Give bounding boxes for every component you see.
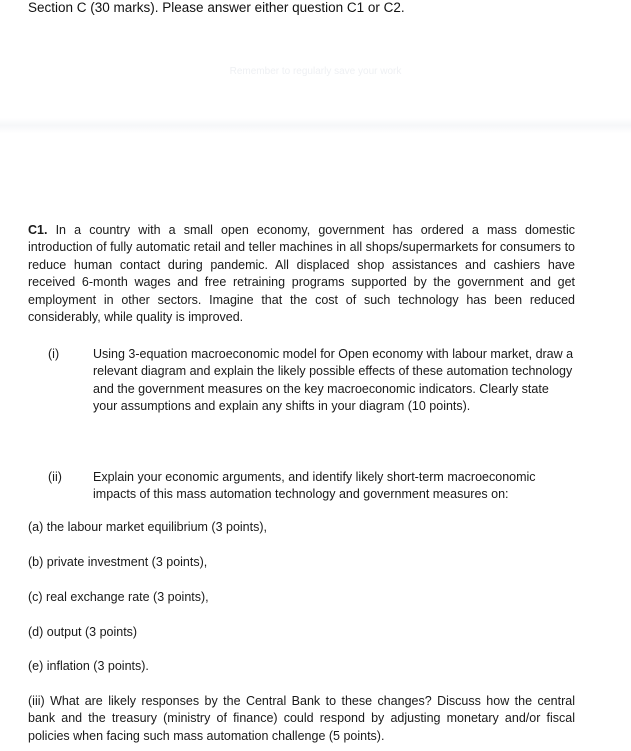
list-item-b: (b) private investment (3 points), [28, 555, 208, 569]
part-i-number: (i) [48, 347, 60, 361]
section-heading: Section C (30 marks). Please answer either question C1 or C2. [28, 0, 405, 15]
part-ii-text: Explain your economic arguments, and identify likely short-term macroeconomic impacts of this mass automation technology and government measures on: [93, 470, 536, 502]
question-label: C1. [28, 223, 48, 237]
question-c1-stem [28, 222, 575, 326]
question-stem-text: In a country with a small open economy, government has ordered a mass domestic introduction of fully automatic retail and teller machines in all shops/supermarkets for consumers to reduce human contact during pandemic. All displaced shop assistances and cashiers have received 6-month wages and free retraining programs supported by the government and get employment in other sectors. Imagine that the cost of such technology has been reduced considerably, while quality is improved. [28, 223, 575, 325]
list-item-c: (c) real exchange rate (3 points), [28, 590, 209, 604]
list-item-a: (a) the labour market equilibrium (3 points), [28, 520, 267, 534]
page-divider-band [0, 118, 631, 134]
part-ii-number: (ii) [48, 470, 62, 484]
part-iii: (iii) What are likely responses by the Central Bank to these changes? Discuss how the central bank and the treasury (ministry of finance) could respond by adjusting monetary and/or fiscal policies when facing such mass automation challenge (5 points). [28, 694, 575, 743]
save-reminder-watermark: Remember to regularly save your work [229, 66, 402, 77]
list-item-e: (e) inflation (3 points). [28, 659, 149, 673]
part-i-text: Using 3-equation macroeconomic model for Open economy with labour market, draw a relevant diagram and explain the likely possible effects of these automation technology and the government measures on the key macroeconomic indicators. Clearly state your assumptions and explain any shifts in your diagram (10 points). [93, 347, 574, 414]
list-item-d: (d) output (3 points) [28, 625, 138, 639]
